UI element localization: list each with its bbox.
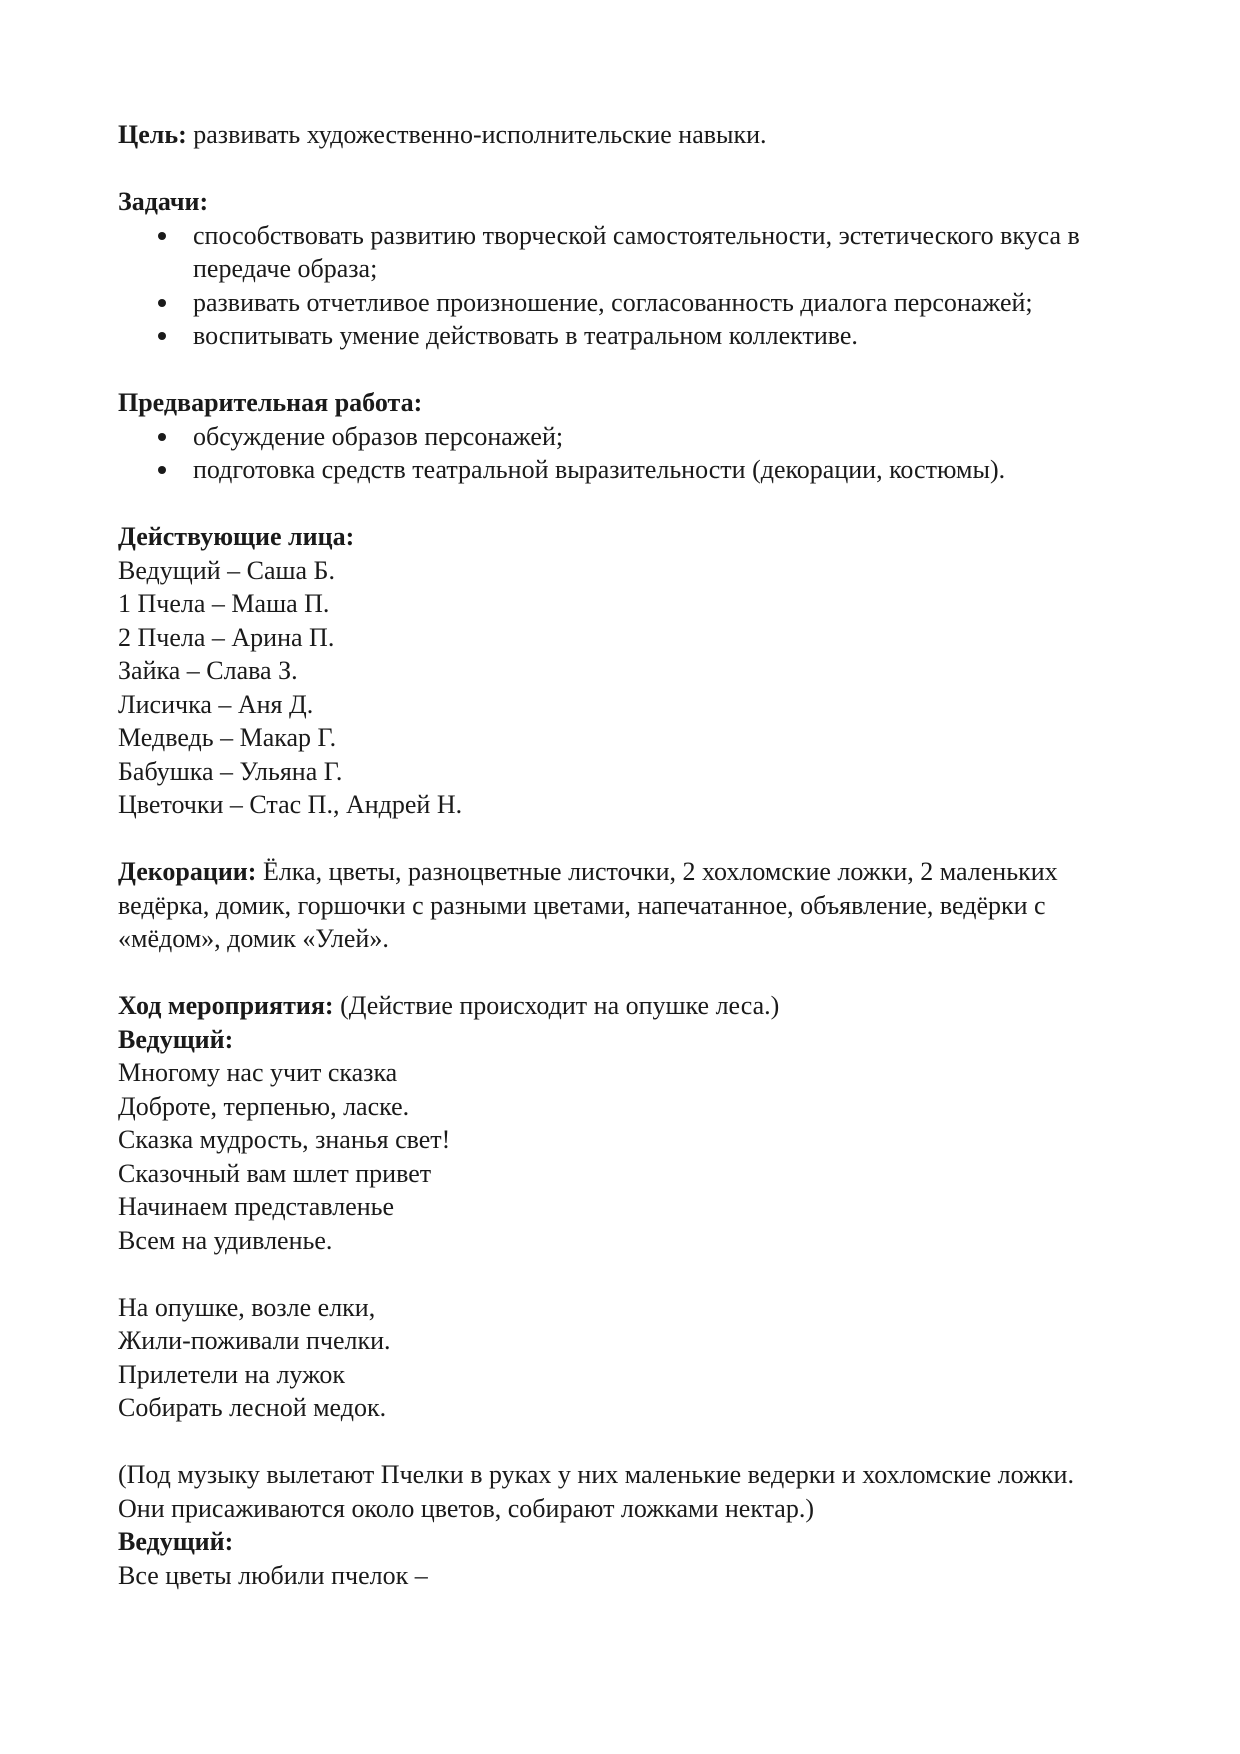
- poem-line: Сказочный вам шлет привет: [118, 1158, 432, 1188]
- list-item: способствовать развитию творческой самостоятельности, эстетического вкуса в передаче образа;: [118, 219, 1138, 286]
- poem-line: Начинаем представленье: [118, 1192, 395, 1221]
- cast-line: Ведущий – Саша Б.: [118, 555, 335, 585]
- poem-line: Многому нас учит сказка: [118, 1058, 398, 1087]
- cast-line: Цветочки – Стас П., Андрей Н.: [118, 790, 463, 819]
- cast-line: Зайка – Слава З.: [118, 656, 298, 685]
- prep-list: [118, 420, 1138, 487]
- poem-line: Всем на удивленье.: [118, 1225, 333, 1255]
- cast-line: Медведь – Макар Г.: [118, 723, 337, 752]
- goal-text: развивать художественно-исполнительские навыки.: [186, 120, 767, 149]
- list-item: обсуждение образов персонажей;: [118, 420, 1138, 454]
- document-page: [118, 118, 1138, 1592]
- poem-line: На опушке, возле елки,: [118, 1292, 376, 1322]
- decor-paragraph: [118, 855, 1068, 956]
- cast-line: Лисичка – Аня Д.: [118, 689, 314, 719]
- goal-paragraph: [118, 118, 1138, 152]
- poem-line: Сказка мудрость, знанья свет!: [118, 1125, 451, 1154]
- list-item: воспитывать умение действовать в театральном коллективе.: [118, 319, 1138, 353]
- tasks-heading: Задачи:: [118, 187, 209, 216]
- decor-text: Ёлка, цветы, разноцветные листочки, 2 хохломские ложки, 2 маленьких ведёрка, домик, горшочки с разными цветами, напечатанное, объявление, ведёрки с «мёдом», домик «Улей».: [118, 857, 1058, 953]
- course-label: Ход мероприятия:: [118, 991, 334, 1020]
- course-text: (Действие происходит на опушке леса.): [333, 991, 780, 1020]
- goal-label: Цель:: [118, 120, 187, 149]
- speaker-host: Ведущий:: [118, 1024, 234, 1054]
- list-item: развивать отчетливое произношение, согласованность диалога персонажей;: [118, 286, 1138, 320]
- poem-line: Жили-поживали пчелки.: [118, 1326, 391, 1355]
- poem-line: Все цветы любили пчелок –: [118, 1560, 428, 1590]
- speaker-host: Ведущий:: [118, 1527, 234, 1556]
- poem-line: Собирать лесной медок.: [118, 1393, 387, 1422]
- decor-label: Декорации:: [118, 857, 257, 886]
- cast-line: 1 Пчела – Маша П.: [118, 589, 330, 618]
- cast-line: 2 Пчела – Арина П.: [118, 622, 335, 652]
- stage-direction: (Под музыку вылетают Пчелки в руках у них маленькие ведерки и хохломские ложки. Они присаживаются около цветов, собирают ложками нектар.): [118, 1460, 1074, 1523]
- poem-line: Доброте, терпенью, ласке.: [118, 1091, 410, 1121]
- poem-line: Прилетели на лужок: [118, 1359, 346, 1389]
- list-item: подготовка средств театральной выразительности (декорации, костюмы).: [118, 453, 1138, 487]
- poem-stanza-2: [118, 1291, 1138, 1425]
- course-paragraph: [118, 989, 1138, 1023]
- prep-heading: Предварительная работа:: [118, 388, 423, 417]
- cast-line: Бабушка – Ульяна Г.: [118, 756, 343, 786]
- cast-list: [118, 554, 1138, 822]
- cast-heading: Действующие лица:: [118, 522, 355, 551]
- poem-stanza-1: [118, 1056, 1138, 1257]
- tasks-list: [118, 219, 1138, 353]
